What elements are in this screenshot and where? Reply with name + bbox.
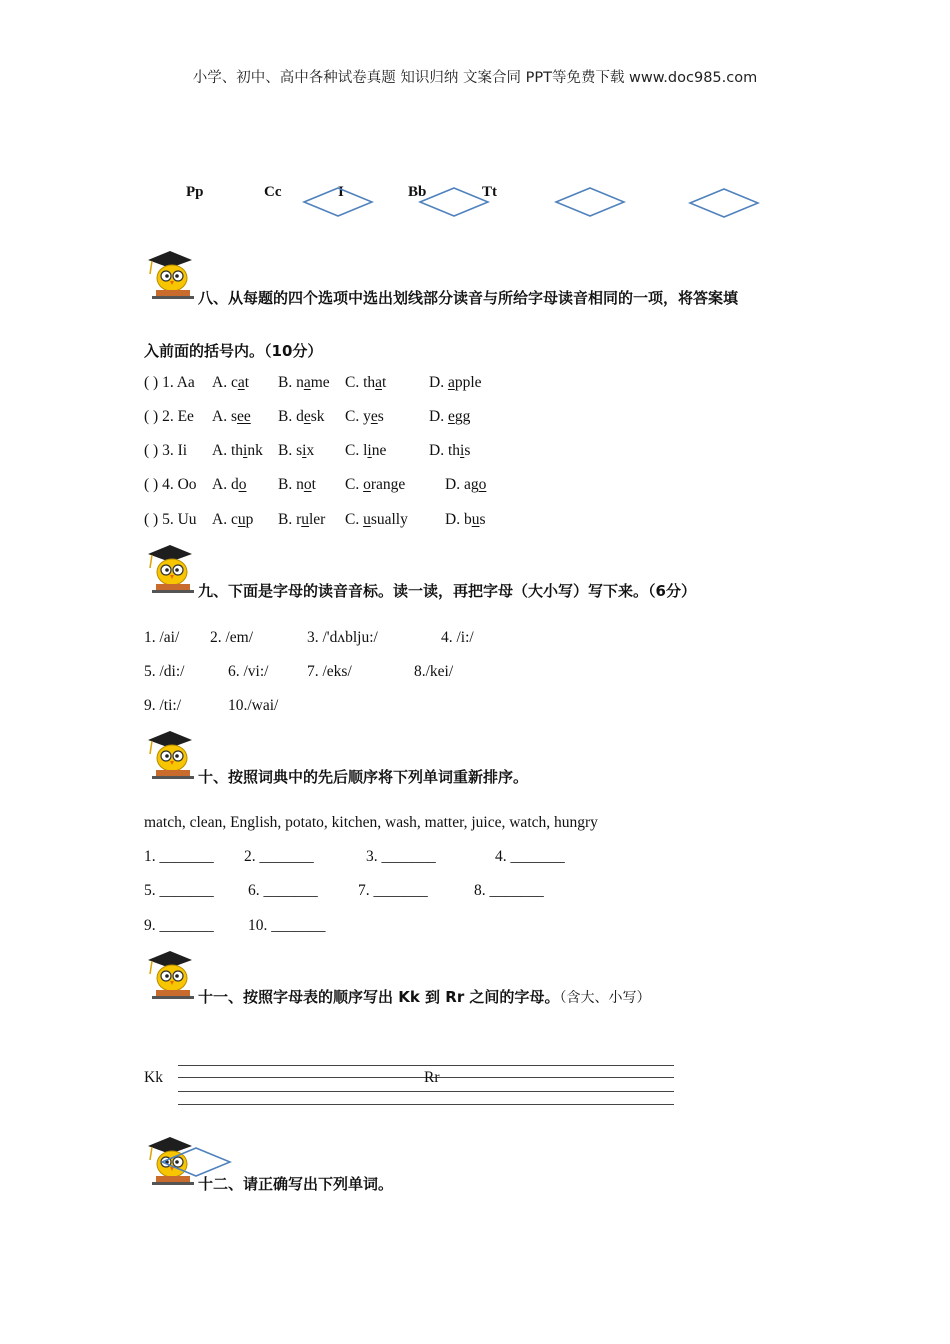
question-number: ( ) 4. Oo <box>144 476 197 493</box>
underlined-letters: e <box>370 408 378 425</box>
phonetic-item: 8./kei/ <box>414 663 454 680</box>
option-text: A. th <box>212 442 243 459</box>
option-text: x <box>306 442 315 459</box>
section11-title <box>198 986 650 1007</box>
option-text: B. r <box>278 511 302 528</box>
option-text: ler <box>309 511 326 528</box>
option-text: B. n <box>278 374 304 391</box>
option-text: D. b <box>445 511 472 528</box>
option-text: ne <box>371 442 387 459</box>
phonetic-item: 2. /em/ <box>210 629 254 646</box>
letter-i: I <box>338 184 344 200</box>
question-number: ( ) 5. Uu <box>144 511 197 528</box>
letter-cc: Cc <box>264 184 282 200</box>
option-text: D. <box>429 408 448 425</box>
option-text: s <box>377 408 384 425</box>
scholar-mascot-icon <box>142 248 194 302</box>
answer-blank: 3. _______ <box>366 848 436 865</box>
option-text: A. s <box>212 408 237 425</box>
underlined-letters: a <box>303 374 311 391</box>
option-text: t <box>382 374 387 391</box>
option-text: t <box>311 476 316 493</box>
option-d <box>429 442 470 460</box>
option-c <box>345 408 384 426</box>
writing-line <box>178 1065 674 1066</box>
writing-line <box>178 1104 674 1105</box>
option-a <box>212 408 251 426</box>
option-text: sually <box>370 511 408 528</box>
option-b <box>278 374 330 392</box>
diamond-shape <box>554 186 626 218</box>
option-text: range <box>370 476 406 493</box>
underlined-letters: i <box>460 442 465 459</box>
option-b <box>278 511 325 529</box>
underlined-letters: u <box>471 511 480 528</box>
end-letter: Rr <box>424 1069 440 1086</box>
underlined-letters: o <box>238 476 247 493</box>
answer-blank: 8. _______ <box>474 882 544 899</box>
option-text: C. <box>345 511 364 528</box>
answer-blank: 7. _______ <box>358 882 428 899</box>
option-c <box>345 442 386 460</box>
option-b <box>278 476 316 494</box>
answer-blank: 9. _______ <box>144 917 214 934</box>
option-text: s <box>464 442 471 459</box>
option-text: D. th <box>429 442 460 459</box>
phonetic-item: 3. /'dʌblju:/ <box>307 629 378 646</box>
writing-line <box>178 1091 674 1092</box>
option-text: C. y <box>345 408 371 425</box>
underlined-letters: u <box>301 511 309 528</box>
underlined-letters: a <box>375 374 383 391</box>
option-text: B. d <box>278 408 304 425</box>
scholar-mascot-icon <box>142 948 194 1002</box>
underlined-letters: a <box>447 374 455 391</box>
underlined-letters: ee <box>236 408 251 425</box>
option-text: s <box>479 511 486 528</box>
underlined-letters: o <box>303 476 312 493</box>
section11-title-main: 十一、按照字母表的顺序写出 Kk 到 Rr 之间的字母。 <box>198 988 560 1006</box>
question-number: ( ) 1. Aa <box>144 374 195 391</box>
option-text: C. l <box>345 442 368 459</box>
option-a <box>212 511 253 529</box>
section10-title: 十、按照词典中的先后顺序将下列单词重新排序。 <box>198 768 529 786</box>
answer-blank: 4. _______ <box>495 848 565 865</box>
question-number: ( ) 3. Ii <box>144 442 188 459</box>
phonetic-item: 9. /ti:/ <box>144 697 182 714</box>
phonetic-item: 4. /i:/ <box>441 629 474 646</box>
option-text: nk <box>247 442 263 459</box>
underlined-letters: i <box>302 442 307 459</box>
option-text: C. <box>345 476 364 493</box>
option-d <box>429 408 470 426</box>
answer-blank: 2. _______ <box>244 848 314 865</box>
question-number: ( ) 2. Ee <box>144 408 194 425</box>
option-text: p <box>245 511 254 528</box>
start-letter: Kk <box>144 1069 163 1086</box>
option-text: gg <box>454 408 471 425</box>
phonetic-item: 7. /eks/ <box>307 663 352 680</box>
answer-blank: 10. _______ <box>248 917 326 934</box>
option-a <box>212 442 263 460</box>
option-d <box>445 511 486 529</box>
underlined-letters: e <box>447 408 455 425</box>
option-c <box>345 511 408 529</box>
letter-bb: Bb <box>408 184 427 200</box>
diamond-shape <box>418 186 490 218</box>
option-text: sk <box>310 408 325 425</box>
option-b <box>278 408 325 426</box>
answer-blank: 1. _______ <box>144 848 214 865</box>
underlined-letters: i <box>367 442 372 459</box>
section8-title-line2: 入前面的括号内。（10分） <box>144 342 323 360</box>
phonetic-item: 1. /ai/ <box>144 629 180 646</box>
diamond-shape <box>302 186 374 218</box>
option-a <box>212 476 246 494</box>
option-text: D. ag <box>445 476 479 493</box>
word-list: match, clean, English, potato, kitchen, wash, matter, juice, watch, hungry <box>144 814 598 831</box>
answer-blank: 5. _______ <box>144 882 214 899</box>
phonetic-item: 10./wai/ <box>228 697 279 714</box>
underlined-letters: u <box>363 511 371 528</box>
letter-tt: Tt <box>482 184 497 200</box>
option-text: t <box>244 374 250 391</box>
section12-title: 十二、请正确写出下列单词。 <box>198 1175 394 1193</box>
option-text: A. c <box>212 374 238 391</box>
diamond-shape <box>688 187 760 219</box>
section8-title-line1: 八、从每题的四个选项中选出划线部分读音与所给字母读音相同的一项，将答案填 <box>198 289 739 307</box>
section11-title-note: （含大、小写） <box>559 990 651 1006</box>
phonetic-item: 5. /di:/ <box>144 663 185 680</box>
scholar-mascot-icon <box>142 542 194 596</box>
underlined-letters: o <box>478 476 487 493</box>
option-d <box>429 374 482 392</box>
underlined-letters: i <box>243 442 248 459</box>
option-b <box>278 442 314 460</box>
option-text: A. c <box>212 511 238 528</box>
option-text: A. d <box>212 476 239 493</box>
option-text: D. <box>429 374 448 391</box>
underlined-letters: u <box>237 511 246 528</box>
underlined-letters: o <box>363 476 371 493</box>
scholar-mascot-icon <box>142 728 194 782</box>
option-d <box>445 476 486 494</box>
section9-title: 九、下面是字母的读音音标。读一读，再把字母（大小写）写下来。（6分） <box>198 582 696 600</box>
option-text: me <box>310 374 330 391</box>
phonetic-item: 6. /vi:/ <box>228 663 269 680</box>
option-c <box>345 476 405 494</box>
page-header: 小学、初中、高中各种试卷真题 知识归纳 文案合同 PPT等免费下载 www.doc985.com <box>192 70 758 86</box>
option-c <box>345 374 386 392</box>
letter-pp: Pp <box>186 184 204 200</box>
underlined-letters: a <box>237 374 245 391</box>
option-text: B. s <box>278 442 303 459</box>
option-text: pple <box>454 374 482 391</box>
answer-blank: 6. _______ <box>248 882 318 899</box>
option-a <box>212 374 249 392</box>
option-text: C. th <box>345 374 376 391</box>
option-text: B. n <box>278 476 304 493</box>
underlined-letters: e <box>303 408 311 425</box>
